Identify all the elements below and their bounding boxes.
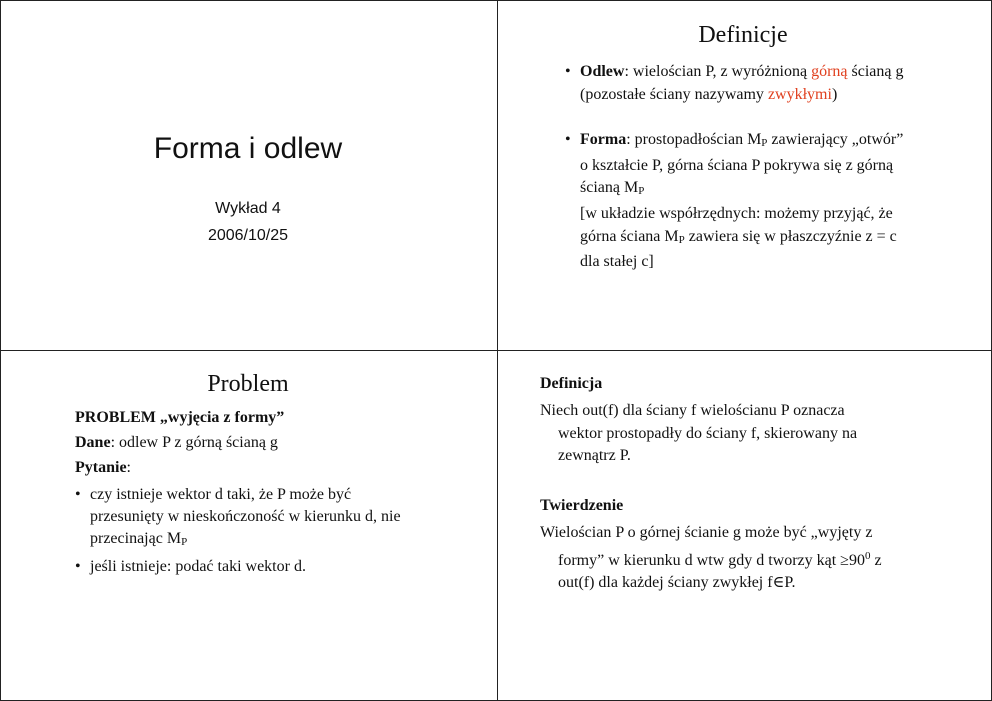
- theorem-rest-b: z out(f) dla każdej ściany zwykłej f∈P.: [558, 551, 882, 591]
- slide1-date: 2006/10/25: [207, 227, 289, 244]
- bullet-icon: •: [75, 558, 81, 575]
- definition-forma: [565, 129, 910, 203]
- term-forma: Forma: [580, 131, 627, 148]
- definition-paragraph: [540, 400, 910, 468]
- note-sub: P: [678, 233, 685, 246]
- note-text-a: [w układzie współrzędnych: możemy przyjąć, że górna ściana M: [580, 205, 893, 245]
- odlew-text-a: : wielościan P, z wyróżnioną: [624, 63, 812, 80]
- forma-sub-b: P: [638, 185, 645, 197]
- term-odlew: Odlew: [580, 63, 625, 80]
- problem-heading: [75, 407, 284, 429]
- problem-text: PROBLEM „wyjęcia z formy”: [75, 409, 285, 426]
- question-item: [75, 484, 420, 553]
- slide1-title: Forma i odlew: [153, 132, 343, 165]
- pytanie-colon: :: [126, 459, 131, 476]
- forma-sub-a: P: [761, 137, 768, 149]
- coordinate-note: [580, 203, 910, 274]
- odlew-text-b: ścianą g (pozostałe ściany nazywamy: [580, 63, 904, 103]
- highlight-gorna: górną: [811, 63, 848, 80]
- horizontal-divider: [1, 350, 991, 351]
- theorem-degree-sup: 0: [864, 549, 871, 562]
- slide3-title: Problem: [207, 371, 289, 397]
- question-sub: P: [181, 536, 188, 548]
- forma-text-a: : prostopadłościan M: [626, 131, 762, 148]
- question-item: [75, 556, 420, 578]
- slide2-title: Definicje: [698, 22, 788, 48]
- pytanie-line: [75, 457, 131, 479]
- bullet-icon: •: [565, 63, 571, 80]
- note-text-b: zawiera się w płaszczyźnie z = c dla stałej c]: [580, 227, 897, 270]
- question-text: jeśli istnieje: podać taki wektor d.: [90, 558, 306, 575]
- forma-text-b: zawierający „otwór” o kształcie P, górna ściana P pokrywa się z górną ścianą M: [580, 131, 904, 196]
- theorem-paragraph: [540, 522, 910, 595]
- bullet-icon: •: [75, 486, 81, 503]
- odlew-text-c: ): [831, 85, 838, 103]
- bullet-icon: •: [565, 131, 571, 148]
- pytanie-label: Pytanie: [75, 459, 127, 476]
- highlight-zwyklymi: zwykłymi: [767, 85, 832, 103]
- definition-heading: Definicja: [540, 375, 603, 392]
- theorem-rest-a: formy” w kierunku d wtw gdy d tworzy kąt ≥90: [558, 551, 865, 569]
- question-text: czy istnieje wektor d taki, że P może być przesunięty w nieskończoność w kierunku d, nie przecinając M: [90, 486, 401, 547]
- definition-rest: wektor prostopadły do ściany f, skierowany na zewnątrz P.: [558, 424, 858, 464]
- definition-odlew: [565, 61, 910, 106]
- definition-first-line: Niech out(f) dla ściany f wielościanu P oznacza: [540, 402, 845, 419]
- dane-text: : odlew P z górną ścianą g: [110, 434, 278, 451]
- theorem-rest: [540, 545, 910, 595]
- dane-label: Dane: [75, 434, 111, 451]
- dane-line: [75, 432, 278, 454]
- slide1-lecture: Wykład 4: [215, 200, 281, 217]
- theorem-heading: Twierdzenie: [540, 497, 624, 514]
- theorem-first-line: Wielościan P o górnej ścianie g może być „wyjęty z: [540, 524, 873, 541]
